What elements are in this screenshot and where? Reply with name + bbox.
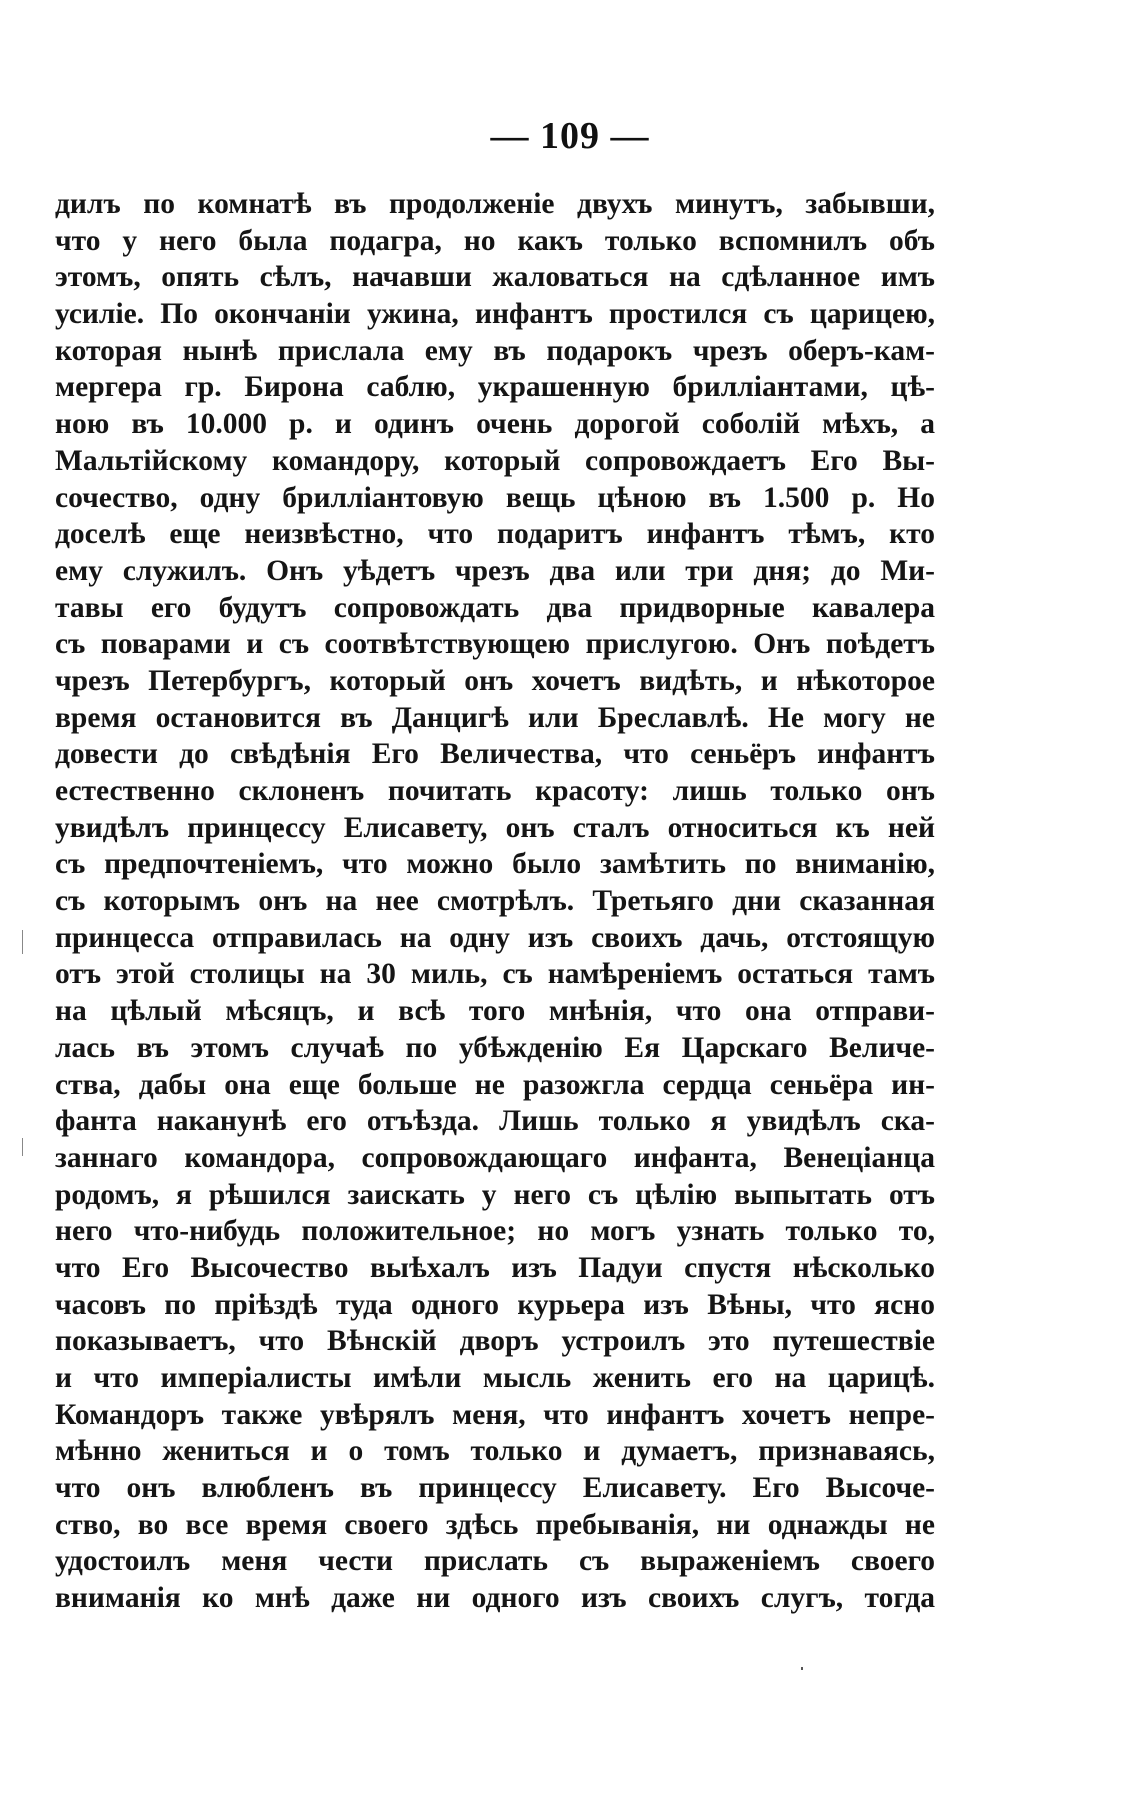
text-line: на цѣлый мѣсяцъ, и всѣ того мнѣнія, что она отправи-: [55, 995, 935, 1028]
text-line: увидѣлъ принцессу Елисавету, онъ сталъ относиться къ ней: [55, 811, 935, 844]
text-line: дилъ по комнатѣ въ продолженіе двухъ минутъ, забывши,: [55, 188, 935, 220]
text-line: ему служилъ. Онъ уѣдетъ чрезъ два или три дня; до Ми-: [55, 554, 935, 587]
text-line: этомъ, опять сѣлъ, начавши жаловаться на сдѣланное имъ: [55, 261, 935, 294]
text-line: вниманія ко мнѣ даже ни одного изъ своихъ слугъ, тогда: [55, 1582, 935, 1615]
text-line: фанта наканунѣ его отъѣзда. Лишь только я увидѣлъ ска-: [55, 1105, 935, 1138]
text-line: время остановится въ Данцигѣ или Бреславлѣ. Не могу не: [55, 701, 935, 734]
text-line: сочество, одну бриллiантовую вещь цѣною въ 1.500 р. Но: [55, 481, 935, 514]
text-line: довести до свѣдѣнія Его Величества, что сеньёръ инфантъ: [55, 738, 935, 771]
text-line: него что-нибудь положительное; но могъ узнать только то,: [55, 1215, 935, 1248]
text-line: ства, дабы она еще больше не разожгла сердца сеньёра ин-: [55, 1068, 935, 1101]
text-line: доселѣ еще неизвѣстно, что подаритъ инфантъ тѣмъ, кто: [55, 518, 935, 551]
text-line: что у него была подагра, но какъ только вспомнилъ объ: [55, 224, 935, 257]
body-text: [55, 186, 935, 1617]
text-line: показываетъ, что Вѣнскій дворъ устроилъ это путешествіе: [55, 1325, 935, 1358]
text-line: что Его Высочество выѣхалъ изъ Падуи спустя нѣсколько: [55, 1251, 935, 1284]
text-line: ною въ 10.000 р. и одинъ очень дорогой соболій мѣхъ, а: [55, 408, 935, 441]
page-number: — 109 —: [490, 115, 650, 157]
text-line: мѣнно жениться и о томъ только и думаетъ, признаваясь,: [55, 1435, 935, 1468]
scan-mark: [22, 1138, 23, 1156]
text-line: часовъ по пріѣздѣ туда одного курьера изъ Вѣны, что ясно: [55, 1288, 935, 1321]
text-line: и что имперіалисты имѣли мысль женить его на царицѣ.: [55, 1362, 935, 1394]
text-line: лась въ этомъ случаѣ по убѣжденію Ея Царскаго Величе-: [55, 1031, 935, 1064]
text-line: родомъ, я рѣшился заискать у него съ цѣлію выпытать отъ: [55, 1178, 935, 1211]
text-line: отъ этой столицы на 30 миль, съ намѣреніемъ остаться тамъ: [55, 958, 935, 991]
scan-mark: [22, 930, 23, 954]
text-line: что онъ влюбленъ въ принцессу Елисавету. Его Высоче-: [55, 1472, 935, 1505]
text-line: съ предпочтеніемъ, что можно было замѣтить по вниманію,: [55, 848, 935, 881]
scan-speck: [801, 1667, 803, 1670]
text-line: заннаго командора, сопровождающаго инфанта, Венеціанца: [55, 1141, 935, 1174]
text-line: естественно склоненъ почитать красоту: лишь только онъ: [55, 775, 935, 807]
text-line: съ поварами и съ соотвѣтствующею прислугою. Онъ поѣдетъ: [55, 628, 935, 661]
text-line: которая нынѣ прислала ему въ подарокъ чрезъ оберъ-кам-: [55, 334, 935, 367]
text-line: Командоръ также увѣрялъ меня, что инфантъ хочетъ непре-: [55, 1398, 935, 1431]
text-line: съ которымъ онъ на нее смотрѣлъ. Третьяго дни сказанная: [55, 885, 935, 918]
text-line: усиліе. По окончаніи ужина, инфантъ простился съ царицею,: [55, 298, 935, 331]
text-line: Мальтійскому командору, который сопровождаетъ Его Вы-: [55, 444, 935, 477]
text-line: мергера гр. Бирона саблю, украшенную бриллiантами, цѣ-: [55, 371, 935, 404]
text-line: принцесса отправилась на одну изъ своихъ дачь, отстоящую: [55, 921, 935, 954]
text-line: чрезъ Петербургъ, который онъ хочетъ видѣть, и нѣкоторое: [55, 664, 935, 697]
text-line: тавы его будутъ сопровождать два придворные кавалера: [55, 591, 935, 624]
text-line: ство, во все время своего здѣсь пребыванія, ни однажды не: [55, 1508, 935, 1541]
text-line: удостоилъ меня чести прислать съ выраженіемъ своего: [55, 1545, 935, 1578]
